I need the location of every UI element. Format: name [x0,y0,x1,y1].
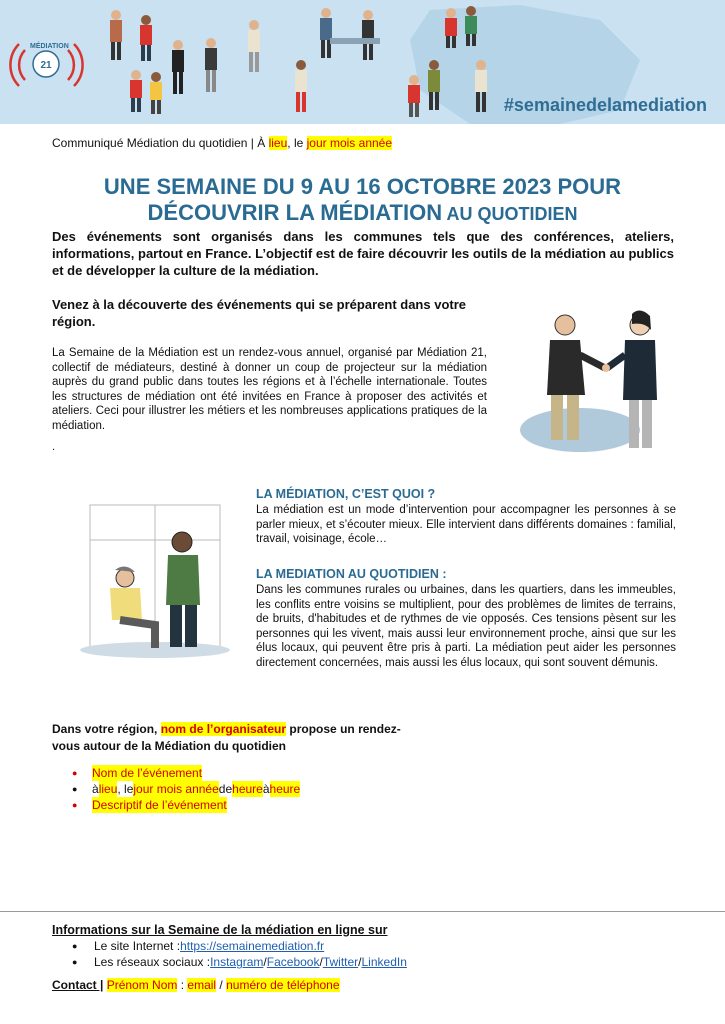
separator: / [263,955,267,969]
separator: / [216,978,227,992]
communique-prefix: Communiqué Médiation du quotidien | À [52,136,269,150]
placeholder-heure-start: heure [232,782,263,796]
bullet-icon: ● [72,957,78,967]
instagram-link[interactable]: Instagram [210,955,264,969]
list-item [72,781,300,797]
bullet-icon: ● [72,784,78,794]
lede-paragraph: Des événements sont organisés dans les communes tels que des conférences, ateliers, informations, partout en France. L’objectif est de faire découvrir les outils de la médiation au publics et de développer la culture de la médiation. [52,229,674,278]
social-label: Les réseaux sociaux : [94,955,211,969]
facebook-link[interactable]: Facebook [266,955,320,969]
header-banner [0,0,725,124]
contact-line [52,978,340,992]
placeholder-lieu: lieu [268,136,288,150]
info-list [72,938,407,970]
events-list [72,765,300,813]
event-at: à [92,782,99,796]
placeholder-date: jour mois année [306,136,393,150]
section1-heading: LA MÉDIATION, C’EST QUOI ? [256,487,436,501]
list-item [72,938,407,954]
communique-sep: , le [287,136,307,150]
bullet-icon: ● [72,800,78,810]
event-de: de [218,782,233,796]
site-link[interactable]: https://semainemediation.fr [180,939,325,953]
bullet-icon: ● [72,768,78,778]
footer-divider [0,911,725,912]
site-label: Le site Internet : [94,939,181,953]
section2-text: Dans les communes rurales ou urbaines, dans les quartiers, dans les immeubles, les conflits entre voisins se multiplient, pour des problèmes de limites de terrains, de bruits, d'habitudes et de rythmes de vie opposés. Ces tensions pèsent sur les personnes qui les vivent, mais aussi leur environnement proche, ainsi que sur les élus locaux, qui peuvent être pris à parti. La médiation peut aider les personnes directement concernées, mais aussi les élus locaux, qui sont souvent démunis. [256,584,676,669]
placeholder-event-name: Nom de l’événement [92,766,203,780]
handshake-illustration [505,300,675,475]
placeholder-organizer: nom de l’organisateur [160,722,287,736]
intro-paragraph: La Semaine de la Médiation est un rendez-vous annuel, organisé par Médiation 21, collectif de médiateurs, destiné à donner un coup de projecteur sur la médiation auprès du grand public dans toutes les régions et à l’échelle internationale. Toutes les structures de médiation ont été invitées en France à proposer des activités et ateliers. Ceci pour illustrer les métiers et les nombreuses applications pratiques de la médiation. [52,347,487,432]
placeholder-contact-name: Prénom Nom [106,978,178,992]
logo-text: MÉDIATION [30,43,69,50]
communique-line [52,136,392,150]
region-paragraph [52,721,412,755]
neighbors-illustration [60,500,235,665]
placeholder-phone: numéro de téléphone [226,978,340,992]
page-title [40,174,685,227]
event-le: , le [117,782,134,796]
placeholder-heure-end: heure [269,782,301,796]
twitter-link[interactable]: Twitter [322,955,359,969]
title-line-2-main: DÉCOUVRIR LA MÉDIATION [147,200,443,225]
placeholder-date: jour mois année [133,782,219,796]
placeholder-lieu: lieu [98,782,118,796]
title-line-2-small: AU QUOTIDIEN [442,204,578,224]
region-prefix: Dans votre région, [52,722,161,736]
info-title: Informations sur la Semaine de la médiation en ligne sur [52,923,388,937]
venez-paragraph: Venez à la découverte des événements qui se préparent dans votre région. [52,297,467,329]
section1-text: La médiation est un mode d’intervention pour accompagner les personnes à se parler mieux, et s’écouter mieux. Elle intervient dans différents domaines : familial, travail, voisinage, école… [256,504,676,545]
event-a: à [262,782,270,796]
section2-heading: LA MEDIATION AU QUOTIDIEN : [256,567,447,581]
intro-dot: . [52,441,56,453]
title-line-1: UNE SEMAINE DU 9 AU 16 OCTOBRE 2023 POUR [103,174,622,199]
title-line-2 [40,200,685,227]
placeholder-email: email [187,978,217,992]
bullet-icon: ● [72,941,78,951]
contact-colon: : [177,978,188,992]
linkedin-link[interactable]: LinkedIn [361,955,407,969]
contact-label: Contact | [52,978,104,992]
separator: / [358,955,362,969]
svg-text:21: 21 [40,60,52,71]
separator: / [319,955,323,969]
placeholder-event-desc: Descriptif de l’événement [92,798,227,812]
list-item [72,954,407,970]
list-item [72,797,300,813]
region-suffix: propose un rendez-vous autour de la Médiation du quotidien [52,722,401,753]
hashtag: #semainedelamediation [503,95,707,115]
list-item [72,765,300,781]
